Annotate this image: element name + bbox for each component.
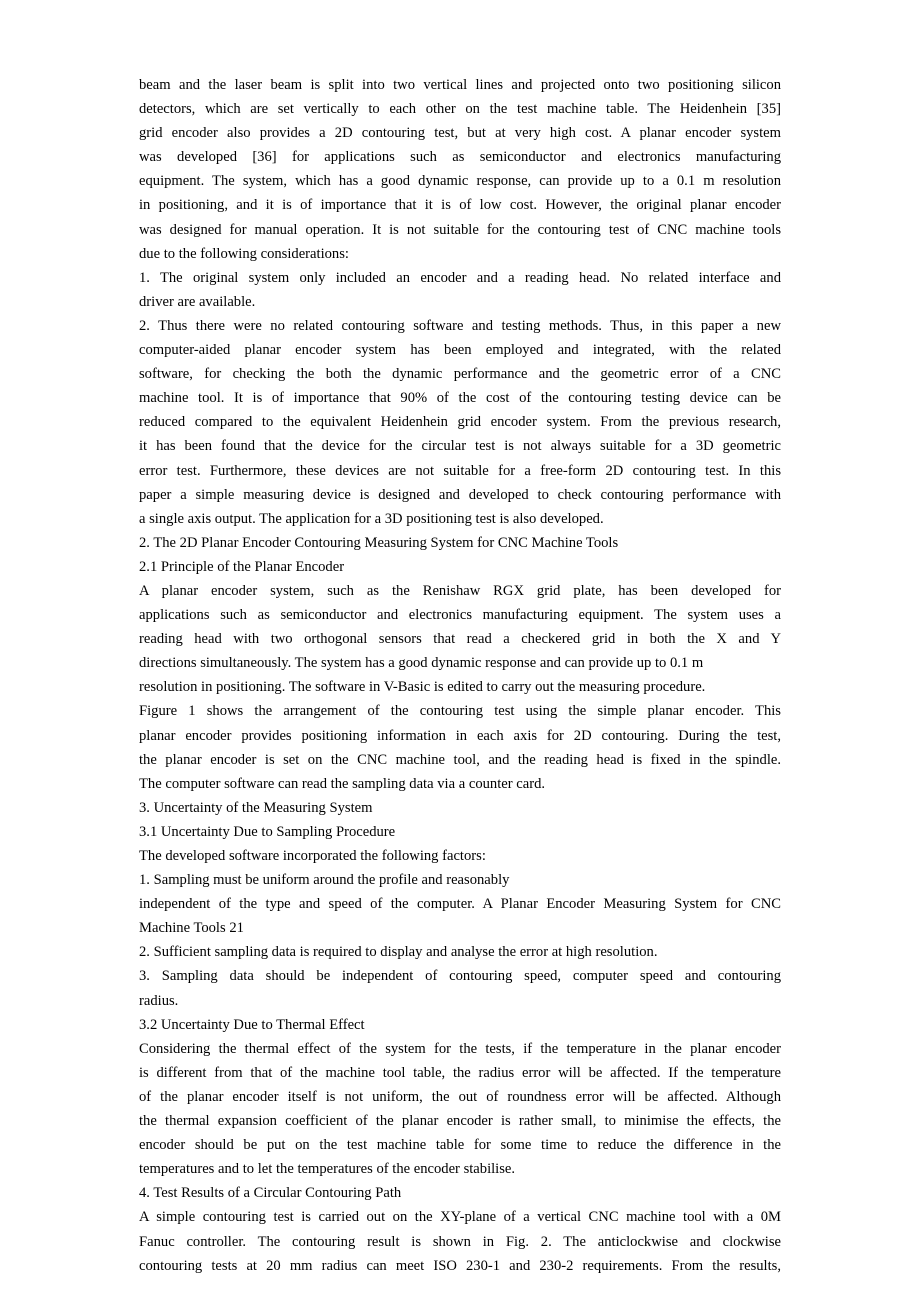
text-line: The developed software incorporated the following factors: bbox=[139, 848, 486, 864]
text-line: 2. Thus there were no related contouring software and testing methods. Thus, in this paper a new bbox=[139, 317, 781, 334]
text-line: Fanuc controller. The contouring result is shown in Fig. 2. The anticlockwise and clockwise bbox=[139, 1233, 781, 1250]
text-line: 1. Sampling must be uniform around the profile and reasonably bbox=[139, 872, 510, 889]
text-line: directions simultaneously. The system has a good dynamic response and can provide up to 0.1 m bbox=[139, 655, 704, 672]
text-line: due to the following considerations: bbox=[139, 245, 349, 262]
text-line: reading head with two orthogonal sensors that read a checkered grid in both the X and Y bbox=[139, 631, 781, 648]
text-line: Figure 1 shows the arrangement of the contouring test using the simple planar encoder. This bbox=[139, 703, 781, 720]
text-line: software, for checking the both the dynamic performance and the geometric error of a CNC bbox=[139, 366, 781, 383]
text-line: Machine Tools 21 bbox=[139, 920, 244, 937]
text-line: reduced compared to the equivalent Heidenhein grid encoder system. From the previous research, bbox=[139, 414, 781, 431]
text-line: error test. Furthermore, these devices are not suitable for a free-form 2D contouring test. In this bbox=[139, 462, 781, 479]
text-line: encoder should be put on the test machine table for some time to reduce the difference in the bbox=[139, 1137, 781, 1154]
text-line: 3. Uncertainty of the Measuring System bbox=[139, 799, 373, 816]
text-line: was designed for manual operation. It is not suitable for the contouring test of CNC machine tools bbox=[139, 221, 781, 238]
text-line: is different from that of the machine tool table, the radius error will be affected. If the temperature bbox=[139, 1064, 781, 1081]
text-line: of the planar encoder itself is not uniform, the out of roundness error will be affected. Although bbox=[139, 1088, 781, 1105]
text-line: Considering the thermal effect of the system for the tests, if the temperature in the planar encoder bbox=[139, 1040, 781, 1057]
text-line: 3.1 Uncertainty Due to Sampling Procedure bbox=[139, 823, 396, 840]
text-line: in positioning, and it is of importance that it is of low cost. However, the original planar encoder bbox=[139, 197, 781, 214]
text-line: radius. bbox=[139, 992, 179, 1009]
text-line: 3. Sampling data should be independent of contouring speed, computer speed and contouring bbox=[139, 968, 781, 985]
text-line: contouring tests at 20 mm radius can meet ISO 230-1 and 230-2 requirements. From the results, bbox=[139, 1257, 781, 1274]
text-line: resolution in positioning. The software in V-Basic is edited to carry out the measuring procedure. bbox=[139, 679, 706, 696]
text-line: The computer software can read the sampling data via a counter card. bbox=[139, 775, 546, 792]
text-line: 3.2 Uncertainty Due to Thermal Effect bbox=[139, 1016, 365, 1033]
document-page bbox=[139, 73, 781, 1278]
text-line: driver are available. bbox=[139, 293, 256, 310]
text-line: it has been found that the device for the circular test is not always suitable for a 3D geometric bbox=[139, 438, 781, 455]
text-line: beam and the laser beam is split into two vertical lines and projected onto two positioning silicon bbox=[139, 77, 781, 93]
text-line: independent of the type and speed of the computer. A Planar Encoder Measuring System for CNC bbox=[139, 896, 781, 913]
text-line: the thermal expansion coefficient of the planar encoder is rather small, to minimise the effects, the bbox=[139, 1113, 781, 1130]
text-line: 2. Sufficient sampling data is required to display and analyse the error at high resolution. bbox=[139, 944, 658, 961]
text-line: A planar encoder system, such as the Renishaw RGX grid plate, has been developed for bbox=[139, 582, 781, 599]
text-line: applications such as semiconductor and electronics manufacturing equipment. The system uses a bbox=[139, 607, 781, 624]
text-line: grid encoder also provides a 2D contouring test, but at very high cost. A planar encoder system bbox=[139, 125, 781, 142]
text-line: equipment. The system, which has a good dynamic response, can provide up to a 0.1 m resolution bbox=[139, 173, 781, 190]
text-line: 2. The 2D Planar Encoder Contouring Measuring System for CNC Machine Tools bbox=[139, 534, 619, 551]
text-line: 4. Test Results of a Circular Contouring Path bbox=[139, 1185, 402, 1202]
text-line: paper a simple measuring device is designed and developed to check contouring performance with bbox=[139, 486, 781, 503]
text-line: 1. The original system only included an encoder and a reading head. No related interface and bbox=[139, 269, 781, 286]
text-line: was developed [36] for applications such as semiconductor and electronics manufacturing bbox=[139, 149, 781, 166]
text-line: planar encoder provides positioning information in each axis for 2D contouring. During the test, bbox=[139, 727, 781, 744]
text-line: detectors, which are set vertically to each other on the test machine table. The Heidenhein [35] bbox=[139, 101, 781, 118]
text-line: a single axis output. The application for a 3D positioning test is also developed. bbox=[139, 510, 604, 527]
text-line: the planar encoder is set on the CNC machine tool, and the reading head is fixed in the spindle. bbox=[139, 751, 781, 768]
text-line: 2.1 Principle of the Planar Encoder bbox=[139, 558, 345, 575]
text-line: A simple contouring test is carried out on the XY-plane of a vertical CNC machine tool with a 0M bbox=[139, 1209, 781, 1226]
text-line: temperatures and to let the temperatures of the encoder stabilise. bbox=[139, 1161, 516, 1178]
text-line: computer-aided planar encoder system has been employed and integrated, with the related bbox=[139, 342, 781, 359]
text-line: machine tool. It is of importance that 90% of the cost of the contouring testing device can be bbox=[139, 390, 781, 407]
